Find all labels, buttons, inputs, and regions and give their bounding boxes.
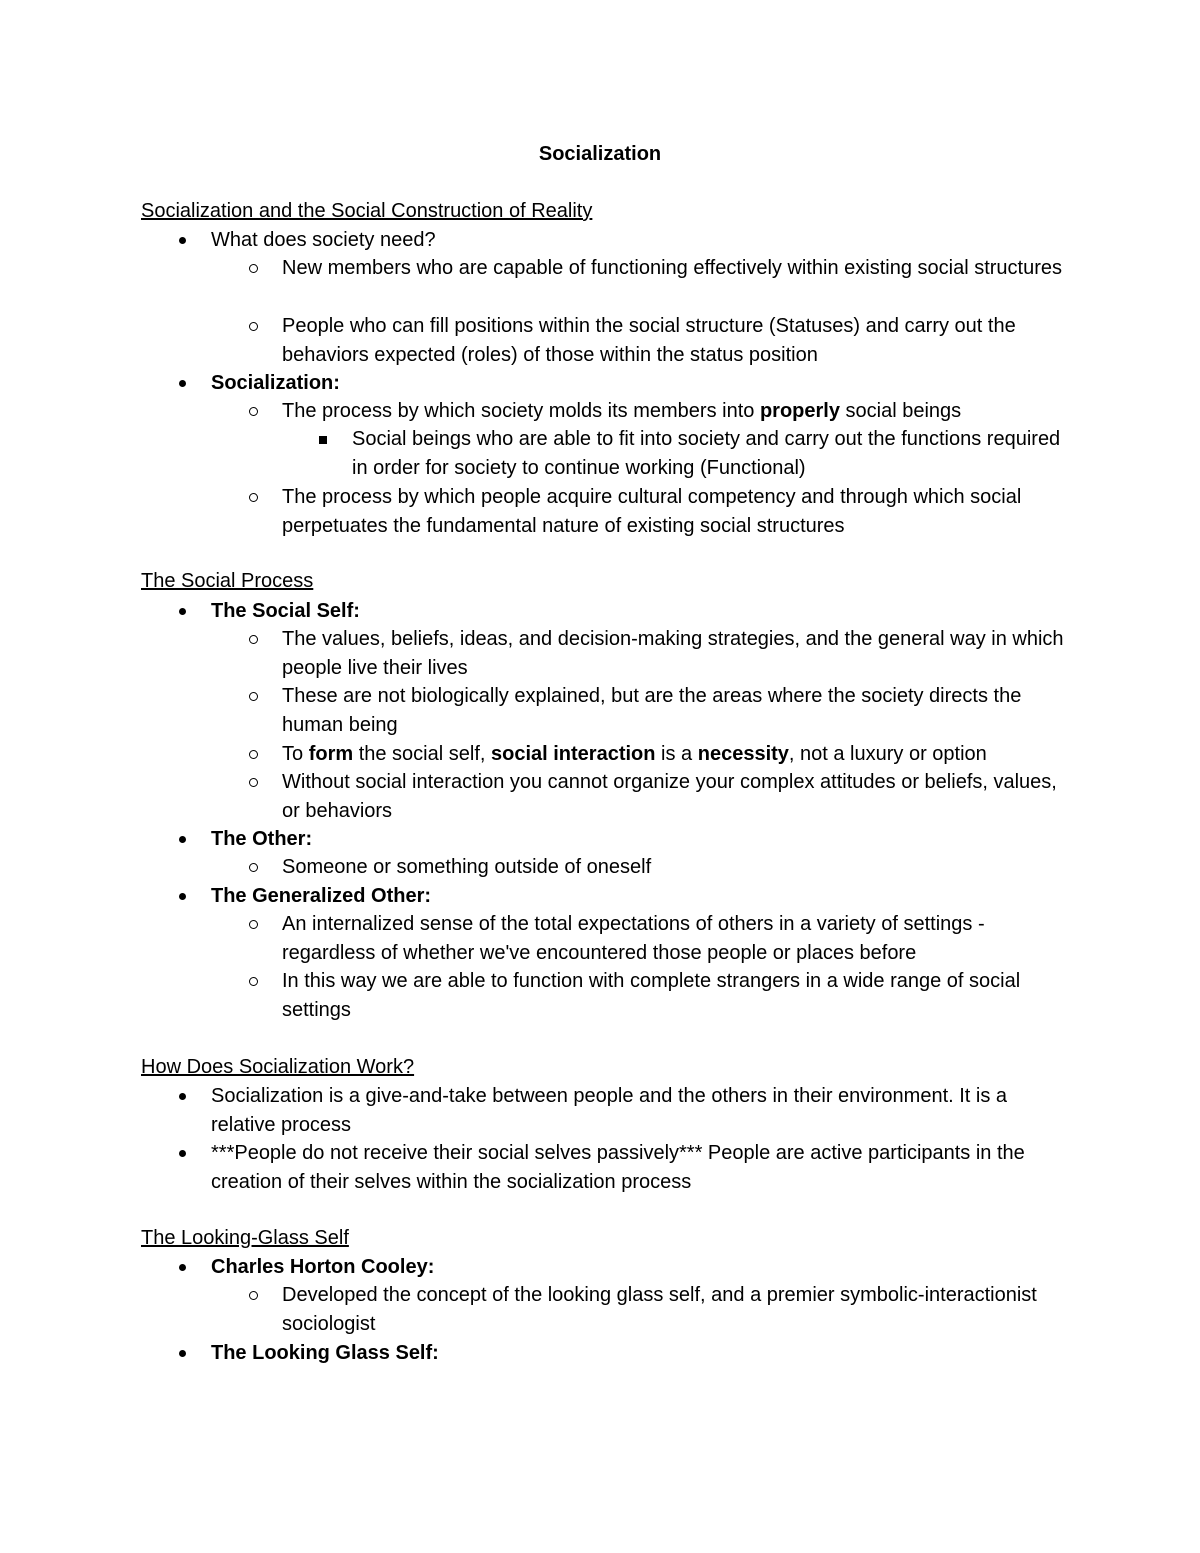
list-item-text: Socialization is a give-and-take between people and the others in their environment. It is a relative process	[211, 1085, 1008, 1136]
list-item	[211, 1139, 1071, 1196]
list-item	[282, 768, 1072, 825]
bullet-disc-icon	[179, 1093, 186, 1100]
list-item	[282, 740, 1072, 769]
section-heading-how-socialization-works: How Does Socialization Work?	[141, 1056, 415, 1078]
list-item	[211, 1253, 1071, 1282]
list-item	[211, 369, 1071, 398]
emphasis-text: necessity	[697, 743, 789, 765]
list-item-text: Social beings who are able to fit into society and carry out the functions required in order for society to continue working (Functional)	[352, 428, 1061, 479]
list-item	[352, 425, 1072, 482]
list-item-text: the social self,	[353, 743, 491, 765]
bullet-circle-icon	[249, 750, 258, 759]
section-heading-looking-glass-self: The Looking-Glass Self	[141, 1227, 349, 1249]
list-item	[282, 625, 1072, 682]
bullet-circle-icon	[249, 920, 258, 929]
list-item	[282, 853, 1072, 882]
list-item-text: People who can fill positions within the social structure (Statuses) and carry out the behaviors expected (roles) of those within the status position	[282, 315, 1016, 366]
list-item	[211, 882, 1071, 911]
list-item	[282, 397, 1072, 426]
bullet-disc-icon	[179, 1350, 186, 1357]
list-item	[211, 226, 1071, 255]
list-item-text: These are not biologically explained, but are the areas where the society directs the human being	[282, 685, 1022, 736]
list-item-text: The process by which people acquire cultural competency and through which social perpetuates the fundamental nature of existing social structures	[282, 486, 1022, 537]
list-item-text: social beings	[839, 400, 962, 422]
bullet-circle-icon	[249, 493, 258, 502]
list-item	[282, 312, 1072, 369]
emphasis-text: form	[308, 743, 354, 765]
bullet-disc-icon	[179, 836, 186, 843]
bullet-circle-icon	[249, 977, 258, 986]
bullet-disc-icon	[179, 1264, 186, 1271]
emphasis-text: social interaction	[490, 743, 656, 765]
bullet-disc-icon	[179, 1150, 186, 1157]
list-item-text: Without social interaction you cannot organize your complex attitudes or beliefs, values, or behaviors	[282, 771, 1057, 822]
list-item	[282, 483, 1072, 540]
list-item-text: New members who are capable of functioning effectively within existing social structures	[282, 257, 1062, 279]
list-item	[282, 910, 1072, 967]
list-item	[282, 1281, 1072, 1338]
document-title: Socialization	[538, 143, 662, 165]
list-item-text: Someone or something outside of oneself	[282, 856, 652, 878]
term-label: The Generalized Other:	[211, 885, 432, 907]
list-item-text: In this way we are able to function with complete strangers in a wide range of social settings	[282, 970, 1021, 1021]
term-label: Socialization:	[211, 372, 340, 394]
list-item-text: ***People do not receive their social selves passively*** People are active participants in the creation of their selves within the socialization process	[211, 1142, 1025, 1193]
list-item-text: , not a luxury or option	[788, 743, 987, 765]
list-item	[211, 1082, 1071, 1139]
bullet-circle-icon	[249, 863, 258, 872]
bullet-disc-icon	[179, 237, 186, 244]
bullet-square-icon	[319, 436, 327, 444]
list-item-text: To	[282, 743, 309, 765]
list-item	[282, 254, 1072, 283]
bullet-circle-icon	[249, 264, 258, 273]
list-item	[211, 825, 1071, 854]
bullet-disc-icon	[179, 380, 186, 387]
bullet-disc-icon	[179, 893, 186, 900]
emphasis-text: properly	[759, 400, 840, 422]
bullet-circle-icon	[249, 778, 258, 787]
bullet-circle-icon	[249, 635, 258, 644]
list-item-text: is a	[655, 743, 698, 765]
bullet-circle-icon	[249, 407, 258, 416]
term-label: Charles Horton Cooley:	[211, 1256, 435, 1278]
term-label: The Looking Glass Self:	[211, 1342, 439, 1364]
list-item	[282, 682, 1072, 739]
list-item-text: Developed the concept of the looking glass self, and a premier symbolic-interactionist sociologist	[282, 1284, 1037, 1335]
list-item-text: What does society need?	[211, 229, 436, 251]
list-item-text: The values, beliefs, ideas, and decision-making strategies, and the general way in which people live their lives	[282, 628, 1064, 679]
bullet-circle-icon	[249, 1291, 258, 1300]
section-heading-social-construction: Socialization and the Social Construction of Reality	[141, 200, 593, 222]
list-item	[211, 1339, 1071, 1368]
list-item-text: The process by which society molds its members into	[282, 400, 760, 422]
list-item	[211, 597, 1071, 626]
list-item	[282, 967, 1072, 1024]
term-label: The Other:	[211, 828, 313, 850]
bullet-circle-icon	[249, 692, 258, 701]
bullet-circle-icon	[249, 322, 258, 331]
bullet-disc-icon	[179, 608, 186, 615]
section-heading-social-process: The Social Process	[141, 570, 314, 592]
term-label: The Social Self:	[211, 600, 360, 622]
list-item-text: An internalized sense of the total expectations of others in a variety of settings - regardless of whether we've encountered those people or places before	[282, 913, 985, 964]
